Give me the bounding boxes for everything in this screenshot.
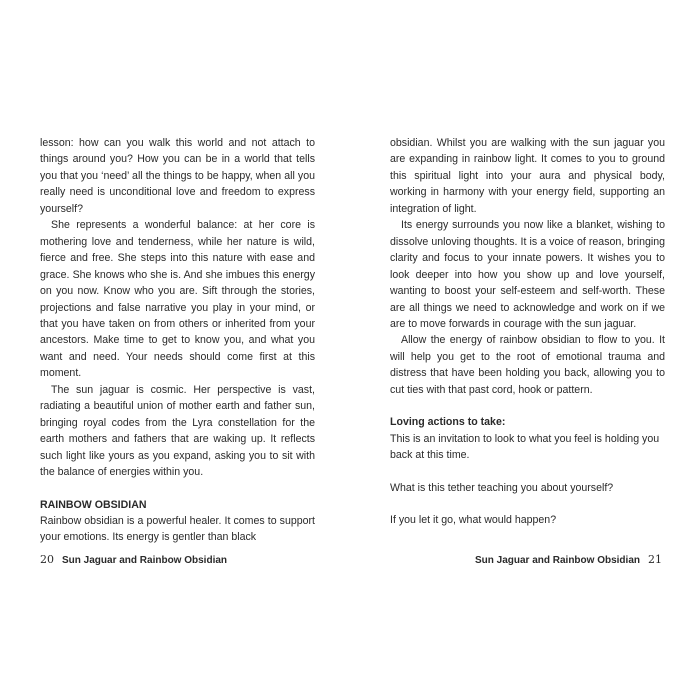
left-page-number: 20	[40, 553, 54, 566]
right-paragraph-3: Allow the energy of rainbow obsidian to flow to you. It will help you get to the root of emotional trauma and distress that have been holding you back, allowing you to cut ties with that past cord, hook or pattern.	[390, 334, 665, 396]
left-paragraph-2: She represents a wonderful balance: at her core is mothering love and tenderness, while her nature is wild, fierce and free. She steps into this nature with ease and grace. She knows who she is. And she imbues this energy on you now. Know who you are. Sift through the stories, projections and false narrative you play in your mind, or that you have taken on from others or inherited from your ancestors. Make time to get to know you, and what you want and need. Your needs should come first at this moment.	[40, 219, 315, 380]
right-page-footer	[467, 553, 662, 566]
section-heading-rainbow-obsidian: RAINBOW OBSIDIAN	[40, 498, 147, 511]
left-page	[40, 135, 315, 546]
left-paragraph-1: lesson: how can you walk this world and not attach to things around you? How you can be in a world that tells you that you ‘need’ all the things to be happy, when all you really need is unconditional love and freedom to express yourself?	[40, 137, 315, 215]
action-item-3: If you let it go, what would happen?	[390, 514, 557, 527]
action-item-2: What is this tether teaching you about yourself?	[390, 481, 614, 494]
right-page-number: 21	[648, 553, 662, 566]
right-running-title: Sun Jaguar and Rainbow Obsidian	[474, 555, 640, 566]
action-item-1: This is an invitation to look to what you feel is holding you back at this time.	[390, 432, 660, 462]
left-paragraph-4: Rainbow obsidian is a powerful healer. It comes to support your emotions. Its energy is gentler than black	[40, 514, 315, 544]
right-page	[390, 135, 665, 529]
right-paragraph-2: Its energy surrounds you now like a blanket, wishing to dissolve unloving thoughts. It is a voice of reason, bringing clarity and focus to your innate powers. It wishes you to look deeper into how you show up and love yourself, wanting to boost your self-esteem and self-worth. These are all things we need to acknowledge and work on if we are to move forwards in courage with the sun jaguar.	[390, 219, 665, 330]
left-page-footer	[40, 553, 235, 566]
left-running-title: Sun Jaguar and Rainbow Obsidian	[62, 555, 228, 566]
section-heading-loving-actions: Loving actions to take:	[390, 416, 506, 429]
left-paragraph-3: The sun jaguar is cosmic. Her perspective is vast, radiating a beautiful union of mother earth and father sun, bringing royal codes from the Lyra constellation for the earth mothers and fathers that are waking up. It reflects such light like yours as you expand, asking you to sit with the balance of energies within you.	[40, 383, 315, 479]
right-paragraph-1: obsidian. Whilst you are walking with the sun jaguar you are expanding in rainbow light. It comes to you to ground this spiritual light into your aura and physical body, working in harmony with your energy field, supporting an integration of light.	[390, 137, 665, 215]
